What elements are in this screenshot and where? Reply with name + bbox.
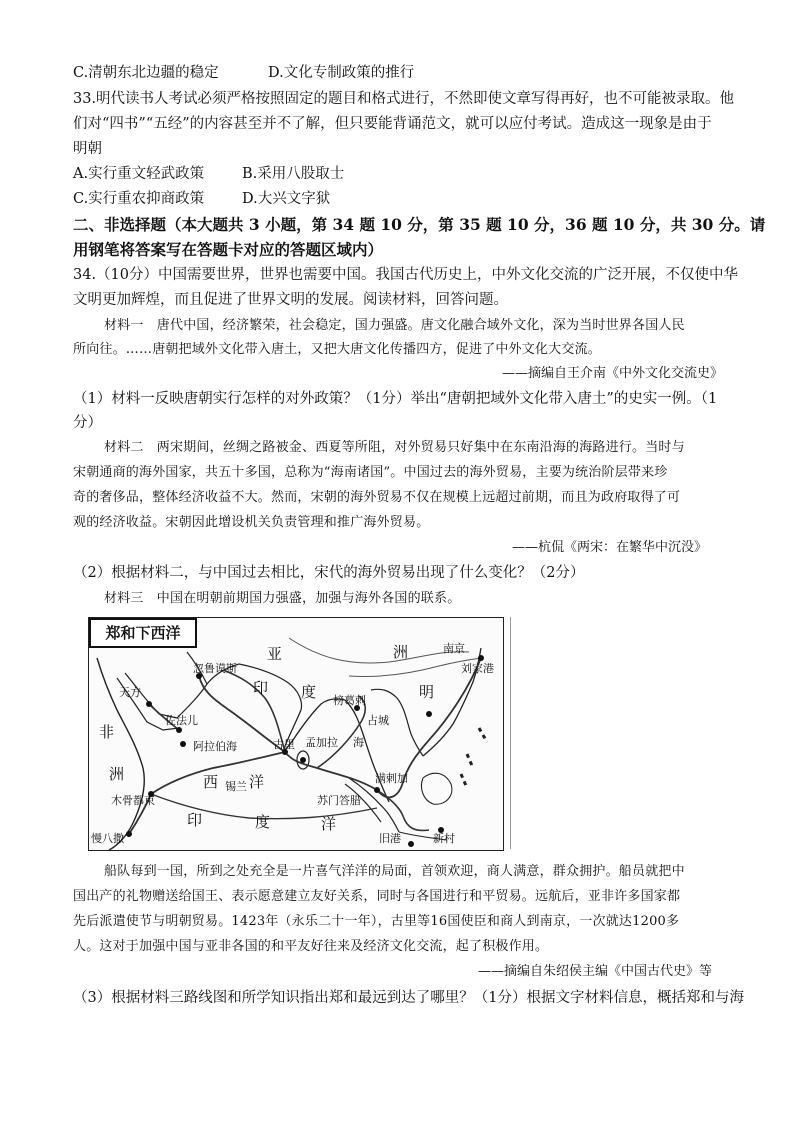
q34-intro-line1: 34.（10分）中国需要世界，世界也需要中国。我国古代历史上，中外文化交流的广泛开展，不仅使中华 bbox=[73, 267, 739, 283]
map-label-jiugang: 旧港 bbox=[379, 832, 401, 845]
map-label-yin1: 印 bbox=[253, 679, 269, 697]
material2-line3: 奇的奢侈品，整体经济收益不大。然而，宋朝的海外贸易不仅在规模上远超过前期，而且为政府取得了可 bbox=[73, 490, 681, 505]
material3-line4: 人。这对于加强中国与亚非各国的和平友好往来及经济文化交流，起了积极作用。 bbox=[73, 939, 549, 954]
map-drawing bbox=[89, 618, 503, 850]
map-label-yin2: 印 bbox=[187, 811, 203, 829]
map-label-mogadishu: 木骨都束 bbox=[111, 794, 155, 807]
zheng-he-voyage-map bbox=[88, 617, 504, 851]
map-label-ming: 明 bbox=[419, 683, 435, 701]
material2-line2: 宋朝通商的海外国家，共五十多国，总称为“海南诸国”。中国过去的海外贸易，主要为统治阶层带来珍 bbox=[73, 465, 668, 480]
map-label-bengal-sea: 孟加拉 bbox=[305, 736, 338, 749]
map-label-calicut: 古里 bbox=[273, 738, 295, 751]
map-label-malindi: 慢八撒 bbox=[91, 832, 124, 845]
section2-heading-line1: 二、非选择题（本大题共 3 小题，第 34 题 10 分，第 35 题 10 分，36 题 10 分，共 30 分。请 bbox=[73, 215, 766, 234]
q32-option-d: D.文化专制政策的推行 bbox=[268, 65, 415, 81]
q32-option-c: C.清朝东北边疆的稳定 bbox=[73, 65, 219, 81]
material3-source: ——摘编自朱绍侯主编《中国古代史》等 bbox=[478, 964, 713, 979]
map-label-du1: 度 bbox=[301, 683, 317, 701]
material2-line4: 观的经济收益。宋朝因此增设机关负责管理和推广海外贸易。 bbox=[73, 515, 430, 530]
map-side-rule bbox=[510, 617, 511, 849]
q33-stem-line3: 明朝 bbox=[73, 141, 102, 157]
map-label-sumatra: 苏门答腊 bbox=[317, 794, 361, 807]
map-label-fei: 非 bbox=[99, 723, 115, 741]
map-label-liujiagang: 刘家港 bbox=[461, 662, 494, 675]
map-label-yang1: 洋 bbox=[249, 773, 265, 791]
map-label-malacca: 满剌加 bbox=[375, 772, 408, 785]
sub-question-1-line1: （1）材料一反映唐朝实行怎样的对外政策？（1分）举出“唐朝把域外文化带入唐土”的史实一例。（1 bbox=[73, 391, 718, 407]
q33-stem-line2: 们对“四书”“五经”的内容甚至并不了解，但只要能背诵范文，就可以应付考试。造成这一现象是由于 bbox=[73, 116, 712, 132]
q33-option-b: B.采用八股取士 bbox=[242, 166, 345, 182]
map-label-hai-bengal: 海 bbox=[353, 736, 364, 749]
map-label-asia-zhou: 洲 bbox=[393, 643, 409, 661]
map-label-asia-a: 亚 bbox=[267, 645, 283, 663]
map-label-dhofar: 佐法儿 bbox=[165, 714, 198, 727]
map-label-yang2: 洋 bbox=[321, 815, 337, 833]
material3-line2: 国出产的礼物赠送给国王、表示愿意建立友好关系，同时与各国进行和平贸易。远航后，亚非许多国家都 bbox=[73, 889, 681, 904]
map-label-du2: 度 bbox=[255, 813, 271, 831]
map-label-champa: 占城 bbox=[367, 714, 389, 727]
material2-line1: 材料二 两宋期间，丝绸之路被金、西夏等所阻，对外贸易只好集中在东南沿海的海路进行。当时与 bbox=[104, 440, 685, 455]
sub-question-3: （3）根据材料三路线图和所学知识指出郑和最远到达了哪里？（1分）根据文字材料信息，概括郑和与海 bbox=[73, 990, 744, 1006]
material3-line1: 船队每到一国，所到之处充全是一片喜气洋洋的局面，首领欢迎，商人满意，群众拥护。船员就把中 bbox=[104, 864, 685, 879]
map-label-tianfang: 天方 bbox=[119, 686, 141, 699]
section2-heading-line2: 用钢笔将答案写在答题卡对应的答题区域内） bbox=[73, 240, 384, 259]
material2-source: ——杭侃《两宋：在繁华中沉没》 bbox=[512, 540, 708, 555]
q33-stem-line1: 33.明代读书人考试必须严格按照固定的题目和格式进行，不然即使文章写得再好，也不可能被录取。他 bbox=[73, 91, 735, 107]
map-label-nanjing: 南京 bbox=[443, 642, 465, 655]
sub-question-1-line2: 分） bbox=[73, 415, 102, 431]
map-label-arabian-sea: 阿拉伯海 bbox=[193, 740, 237, 753]
material3-line3: 先后派遣使节与明朝贸易。1423年（永乐二十一年），古里等16国使臣和商人到南京，一次就达1200多 bbox=[73, 914, 680, 929]
map-label-zhou-af: 洲 bbox=[109, 765, 125, 783]
material1-line2: 所向往。……唐朝把域外文化带入唐土，又把大唐文化传播四方，促进了中外文化大交流。 bbox=[73, 342, 602, 357]
map-label-hormuz: 忽鲁谟斯 bbox=[193, 662, 237, 675]
material1-line1: 材料一 唐代中国，经济繁荣，社会稳定，国力强盛。唐文化融合域外文化，深为当时世界各国人民 bbox=[104, 318, 685, 333]
map-label-xincun: 新村 bbox=[433, 832, 455, 845]
material3-intro: 材料三 中国在明朝前期国力强盛，加强与海外各国的联系。 bbox=[104, 591, 461, 606]
material1-source: ——摘编自王介南《中外文化交流史》 bbox=[502, 366, 724, 381]
map-title: 郑和下西洋 bbox=[89, 618, 197, 648]
q33-option-c: C.实行重农抑商政策 bbox=[73, 191, 205, 207]
q33-option-a: A.实行重文轻武政策 bbox=[73, 166, 205, 182]
sub-question-2: （2）根据材料二，与中国过去相比，宋代的海外贸易出现了什么变化？（2分） bbox=[73, 565, 585, 581]
q33-option-d: D.大兴文字狱 bbox=[242, 191, 331, 207]
map-label-bangkala: 榜葛剌 bbox=[333, 694, 366, 707]
map-label-ceylon: 锡兰 bbox=[225, 780, 247, 793]
q34-intro-line2: 文明更加辉煌，而且促进了世界文明的发展。阅读材料，回答问题。 bbox=[73, 292, 508, 308]
map-label-xi: 西 bbox=[203, 773, 219, 791]
